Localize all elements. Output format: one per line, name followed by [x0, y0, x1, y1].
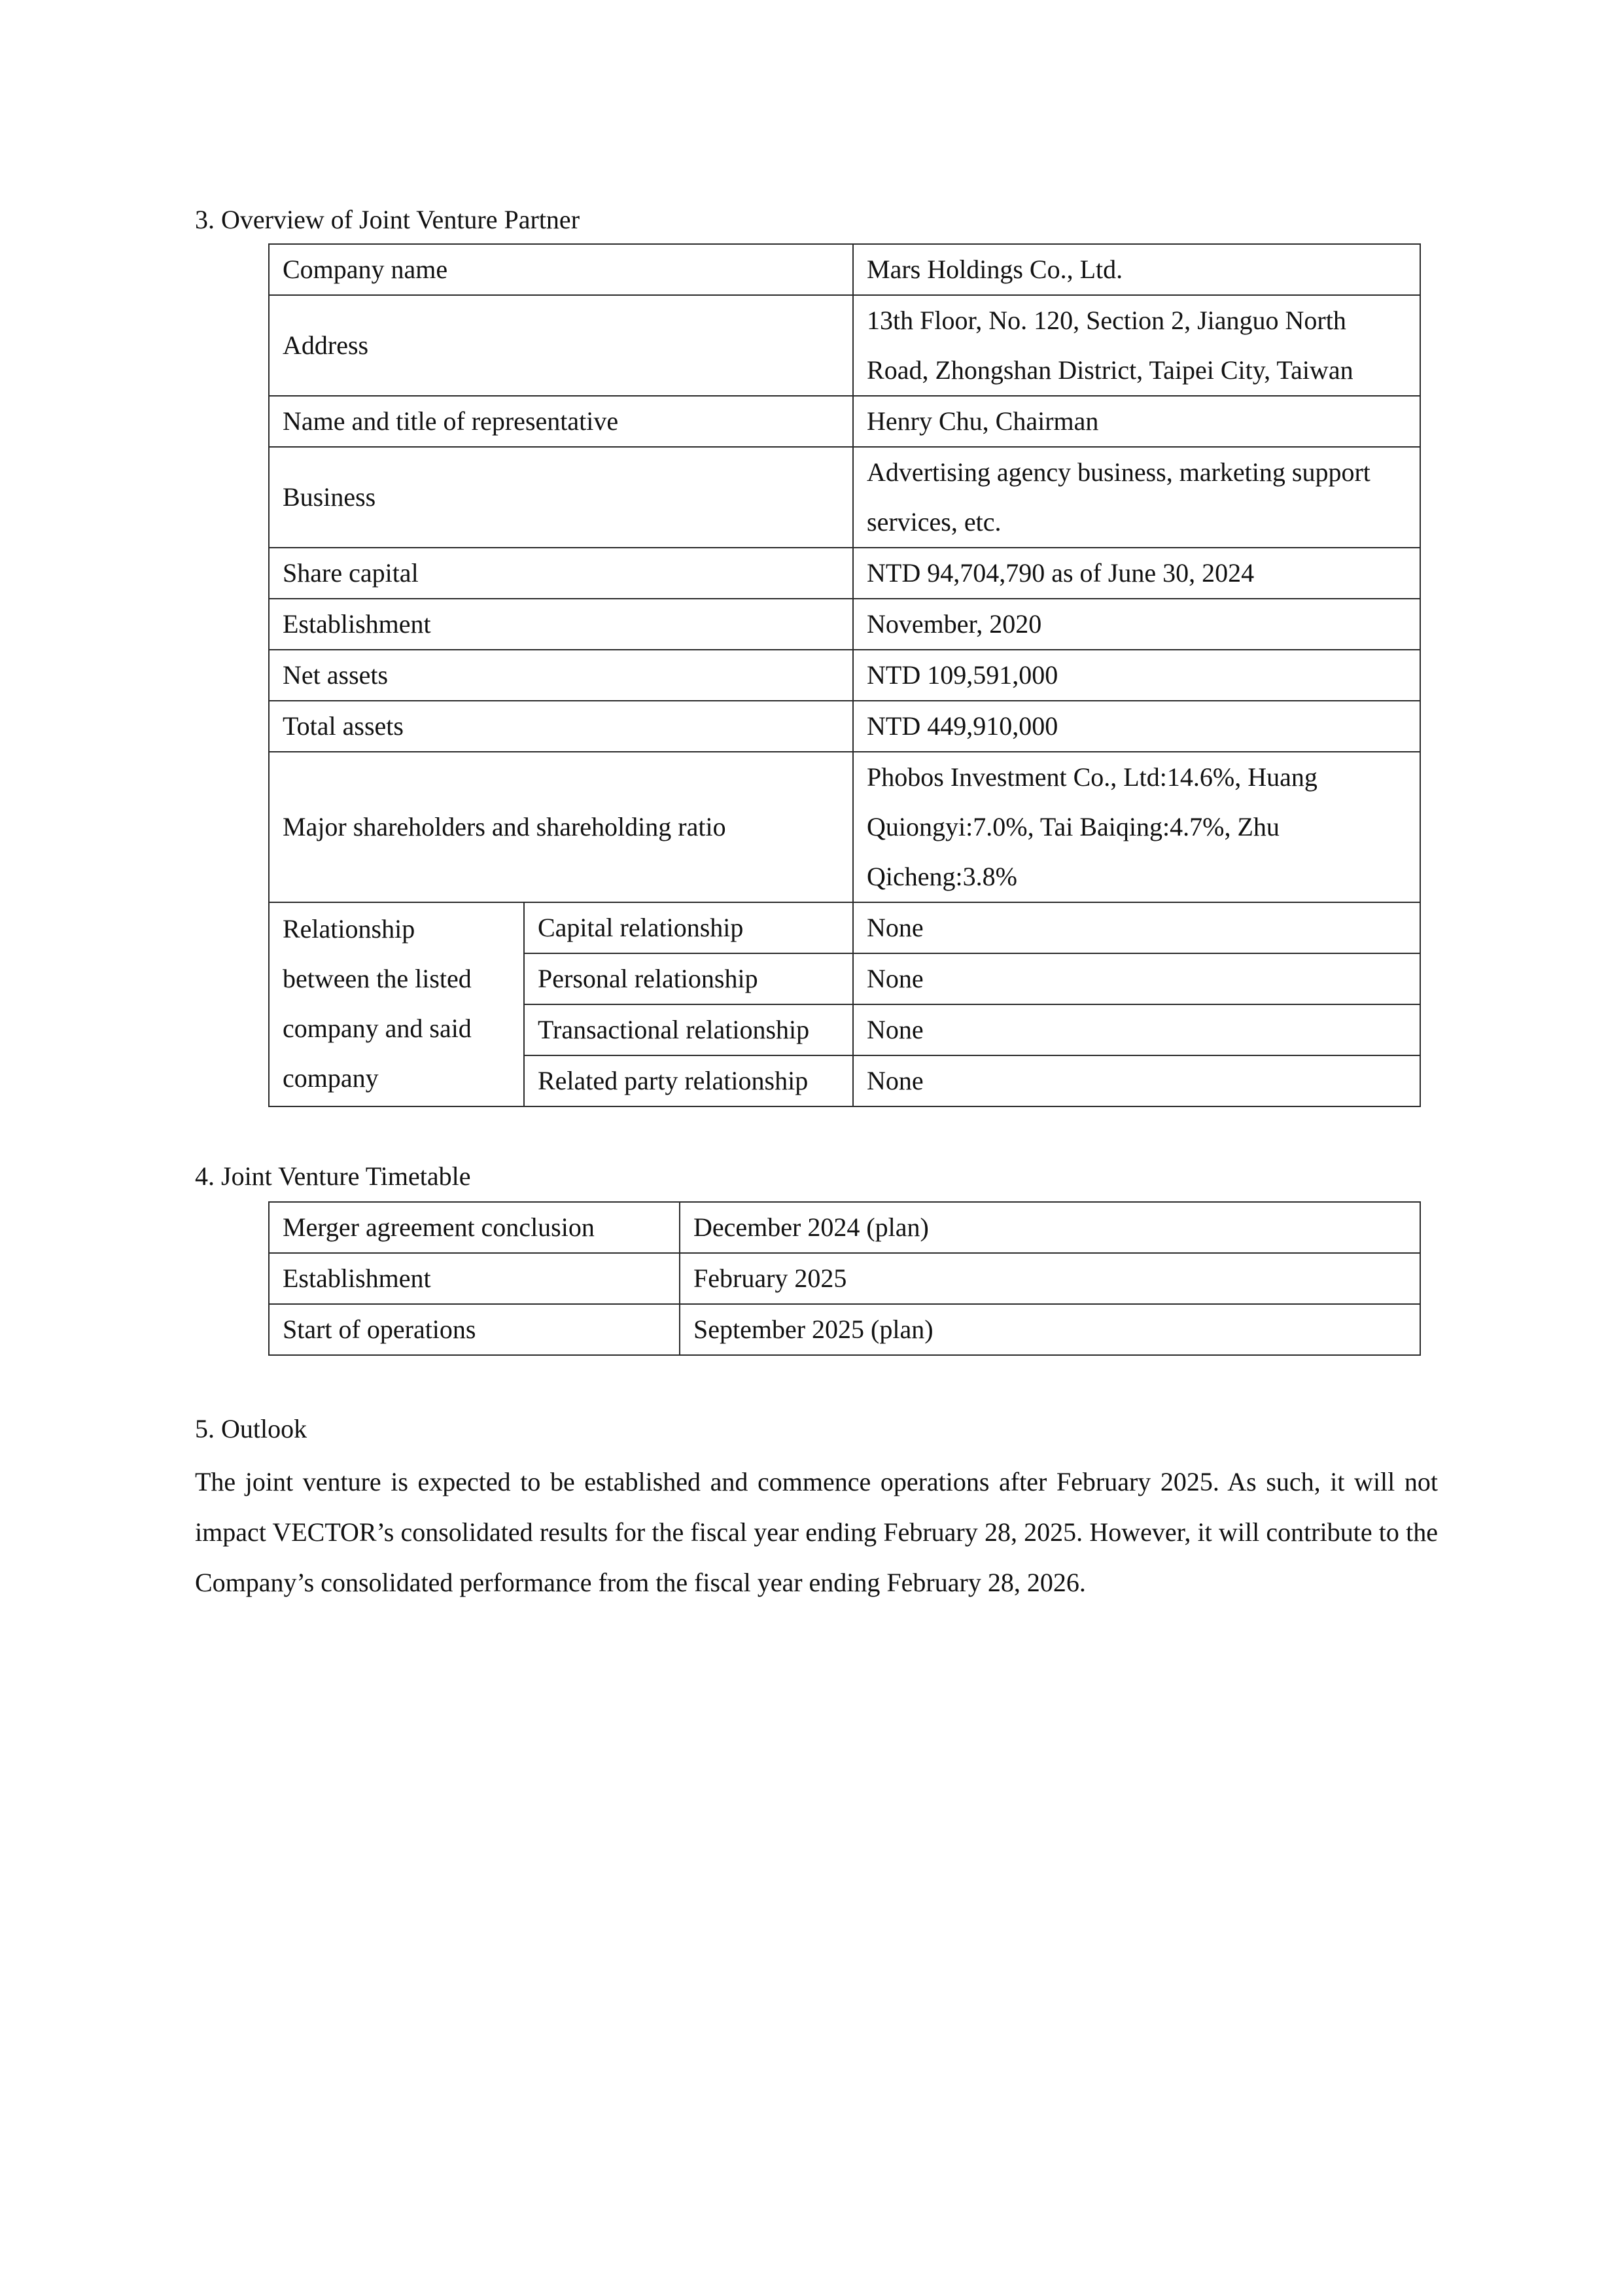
label-cell: Major shareholders and shareholding ratio: [269, 752, 853, 902]
table-row: [269, 396, 1420, 447]
value-cell: NTD 449,910,000: [853, 701, 1420, 752]
label-line: company and said: [283, 1014, 472, 1043]
relationship-type-cell: Personal relationship: [524, 953, 853, 1004]
value-cell: [853, 295, 1420, 396]
value-line: 13th Floor, No. 120, Section 2, Jianguo North: [867, 306, 1346, 335]
section-5-heading: 5. Outlook: [195, 1414, 307, 1443]
label-cell: Net assets: [269, 650, 853, 701]
value-line: Phobos Investment Co., Ltd:14.6%, Huang: [867, 762, 1318, 792]
relationship-label-cell: [269, 902, 524, 1106]
table-row: [269, 902, 1420, 953]
relationship-type-cell: Transactional relationship: [524, 1004, 853, 1055]
value-cell: [853, 447, 1420, 548]
label-line: between the listed: [283, 964, 472, 993]
label-cell: Establishment: [269, 1253, 680, 1304]
label-cell: Merger agreement conclusion: [269, 1202, 680, 1253]
label-cell: Share capital: [269, 548, 853, 599]
label-cell: Total assets: [269, 701, 853, 752]
table-row: [269, 1304, 1420, 1355]
timetable-table: [268, 1201, 1421, 1356]
outlook-paragraph: The joint venture is expected to be established and commence operations after February 2025. As such, it will not impact VECTOR’s consolidated results for the fiscal year ending February 28, 2025. However, it will contribute to the Company’s consolidated performance from the fiscal year ending February 28, 2026.: [195, 1467, 1438, 1597]
table-row: [269, 752, 1420, 902]
value-cell: February 2025: [680, 1253, 1420, 1304]
section-4-heading: 4. Joint Venture Timetable: [195, 1161, 471, 1191]
label-cell: Start of operations: [269, 1304, 680, 1355]
label-cell: Business: [269, 447, 853, 548]
value-line: Quiongyi:7.0%, Tai Baiqing:4.7%, Zhu: [867, 812, 1280, 841]
section-3-heading: 3. Overview of Joint Venture Partner: [195, 205, 580, 234]
value-cell: None: [853, 1055, 1420, 1106]
value-cell: NTD 94,704,790 as of June 30, 2024: [853, 548, 1420, 599]
relationship-type-cell: Capital relationship: [524, 902, 853, 953]
value-cell: December 2024 (plan): [680, 1202, 1420, 1253]
table-row: [269, 447, 1420, 548]
table-row: [269, 244, 1420, 295]
table-row: [269, 1253, 1420, 1304]
table-row: [269, 295, 1420, 396]
value-line: services, etc.: [867, 507, 1002, 537]
value-cell: None: [853, 953, 1420, 1004]
label-line: company: [283, 1063, 379, 1093]
value-line: Advertising agency business, marketing support: [867, 457, 1370, 487]
label-cell: Company name: [269, 244, 853, 295]
relationship-type-cell: Related party relationship: [524, 1055, 853, 1106]
label-cell: Address: [269, 295, 853, 396]
value-line: Qicheng:3.8%: [867, 862, 1017, 891]
joint-venture-partner-table: [268, 243, 1421, 1107]
table-row: [269, 599, 1420, 650]
label-line: Relationship: [283, 914, 415, 944]
value-cell: Henry Chu, Chairman: [853, 396, 1420, 447]
value-cell: Mars Holdings Co., Ltd.: [853, 244, 1420, 295]
value-cell: None: [853, 902, 1420, 953]
value-cell: [853, 752, 1420, 902]
label-cell: Name and title of representative: [269, 396, 853, 447]
value-cell: NTD 109,591,000: [853, 650, 1420, 701]
table-row: [269, 701, 1420, 752]
value-cell: November, 2020: [853, 599, 1420, 650]
table-row: [269, 1202, 1420, 1253]
value-cell: September 2025 (plan): [680, 1304, 1420, 1355]
table-row: [269, 548, 1420, 599]
label-cell: Establishment: [269, 599, 853, 650]
value-line: Road, Zhongshan District, Taipei City, Taiwan: [867, 355, 1353, 385]
table-row: [269, 650, 1420, 701]
value-cell: None: [853, 1004, 1420, 1055]
